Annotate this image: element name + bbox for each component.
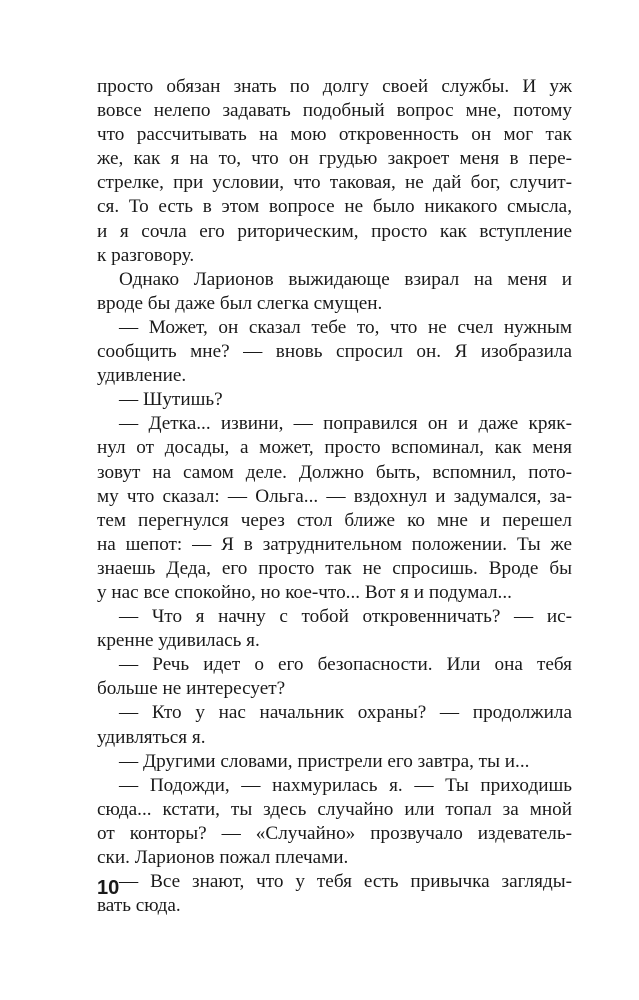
text-line: просто обязан знать по долгу своей службы. И уж <box>97 76 572 97</box>
text-line: вроде бы даже был слегка смущен. <box>97 292 383 314</box>
text-line: — Детка... извини, — поправился он и даже кряк- <box>119 413 572 435</box>
text-line: удивляться я. <box>97 726 206 748</box>
page-text <box>97 75 572 918</box>
text-line: ся. То есть в этом вопросе не было никакого смысла, <box>97 196 572 218</box>
text-line: стрелке, при условии, что таковая, не дай бог, случит- <box>97 172 572 194</box>
text-line: больше не интересует? <box>97 678 286 700</box>
text-line: сообщить мне? — вновь спросил он. Я изобразила <box>97 341 572 363</box>
text-line: вать сюда. <box>97 895 181 917</box>
text-line: зовут на самом деле. Должно быть, вспомнил, пото- <box>97 461 572 483</box>
text-line: знаешь Деда, его просто так не спросишь. Вроде бы <box>97 557 572 579</box>
text-line: — Подожди, — нахмурилась я. — Ты приходишь <box>119 774 572 796</box>
text-line: — Кто у нас начальник охраны? — продолжила <box>119 702 572 724</box>
text-line: — Все знают, что у тебя есть привычка загляды- <box>119 871 572 893</box>
text-line: же, как я на то, что он грудью закроет меня в пере- <box>97 148 572 170</box>
text-line: — Шутишь? <box>119 389 223 411</box>
text-line: на шепот: — Я в затруднительном положении. Ты же <box>97 533 572 555</box>
text-line: и я сочла его риторическим, просто как вступление <box>97 220 572 242</box>
text-line: ски. Ларионов пожал плечами. <box>97 847 349 868</box>
text-line: от конторы? — «Случайно» прозвучало издеватель- <box>97 822 572 844</box>
text-line: сюда... кстати, ты здесь случайно или топал за мной <box>97 798 572 820</box>
text-line: удивление. <box>97 365 187 387</box>
text-line: у нас все спокойно, но кое-что... Вот я и подумал... <box>97 581 512 603</box>
text-line: к разговору. <box>97 244 195 266</box>
text-line: тем перегнулся через стол ближе ко мне и перешел <box>97 509 572 531</box>
text-line: му что сказал: — Ольга... — вздохнул и задумался, за- <box>97 485 572 507</box>
text-line: нул от досады, а может, просто вспоминал, как меня <box>97 437 572 459</box>
text-line: — Другими словами, пристрели его завтра, ты и... <box>119 750 530 772</box>
text-line: Однако Ларионов выжидающе взирал на меня и <box>119 268 572 290</box>
text-line: кренне удивилась я. <box>97 630 260 652</box>
page-number: 10 <box>97 877 120 899</box>
text-line: — Речь идет о его безопасности. Или она тебя <box>119 654 572 676</box>
text-line: — Может, он сказал тебе то, что не счел нужным <box>119 316 572 338</box>
text-line: — Что я начну с тобой откровенничать? — ис- <box>119 606 572 628</box>
text-line: что рассчитывать на мою откровенность он мог так <box>97 124 572 146</box>
text-line: вовсе нелепо задавать подобный вопрос мне, потому <box>97 100 572 122</box>
